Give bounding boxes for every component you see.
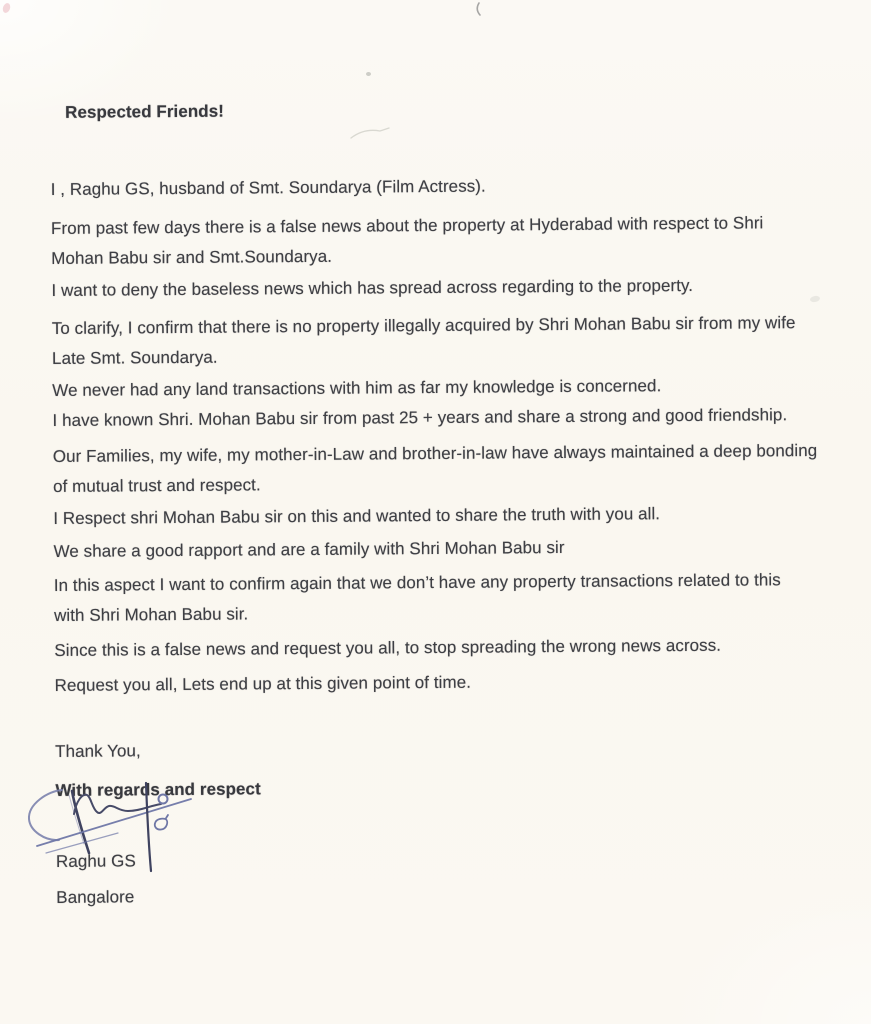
closing-thank-you: Thank You, [55, 741, 141, 761]
letter-salutation: Respected Friends! [65, 101, 225, 122]
paragraph: I have known Shri. Mohan Babu sir from past 25 + years and share a strong and good friendship. [52, 405, 788, 430]
paragraph: Request you all, Lets end up at this given point of time. [54, 672, 472, 695]
paragraph: To clarify, I confirm that there is no property illegally acquired by Shri Mohan Babu sir from my wife Late Smt. Soundarya. [51, 313, 796, 368]
scan-speck-pink [2, 2, 12, 14]
paragraph: Our Families, my wife, my mother-in-Law and brother-in-law have always maintained a deep bonding of mutual trust and respect. [52, 440, 818, 496]
paragraph: In this aspect I want to confirm again that we don’t have any property transactions related to this with Shri Mohan Babu sir. [53, 570, 781, 625]
closing-city: Bangalore [56, 887, 135, 907]
closing-signatory-name: Raghu GS [55, 851, 136, 871]
paragraph: From past few days there is a false news about the property at Hyderabad with respect to Shri Mohan Babu sir and Smt.Soundarya. [50, 213, 764, 268]
scan-pen-tick [474, 2, 484, 18]
closing-regards: With regards and respect [55, 779, 261, 800]
paragraph: We never had any land transactions with him as far my knowledge is concerned. [52, 376, 662, 400]
paragraph: I Respect shri Mohan Babu sir on this and wanted to share the truth with you all. [53, 504, 661, 528]
scan-speck-gray [366, 72, 371, 76]
paragraph: I , Raghu GS, husband of Smt. Soundarya (Film Actress). [50, 176, 486, 199]
paragraph: Since this is a false news and request you all, to stop spreading the wrong news across. [54, 635, 722, 660]
paragraph: We share a good rapport and are a family with Shri Mohan Babu sir [53, 537, 565, 561]
paragraph: I want to deny the baseless news which has spread across regarding to the property. [51, 275, 694, 300]
letter-body [50, 96, 846, 913]
